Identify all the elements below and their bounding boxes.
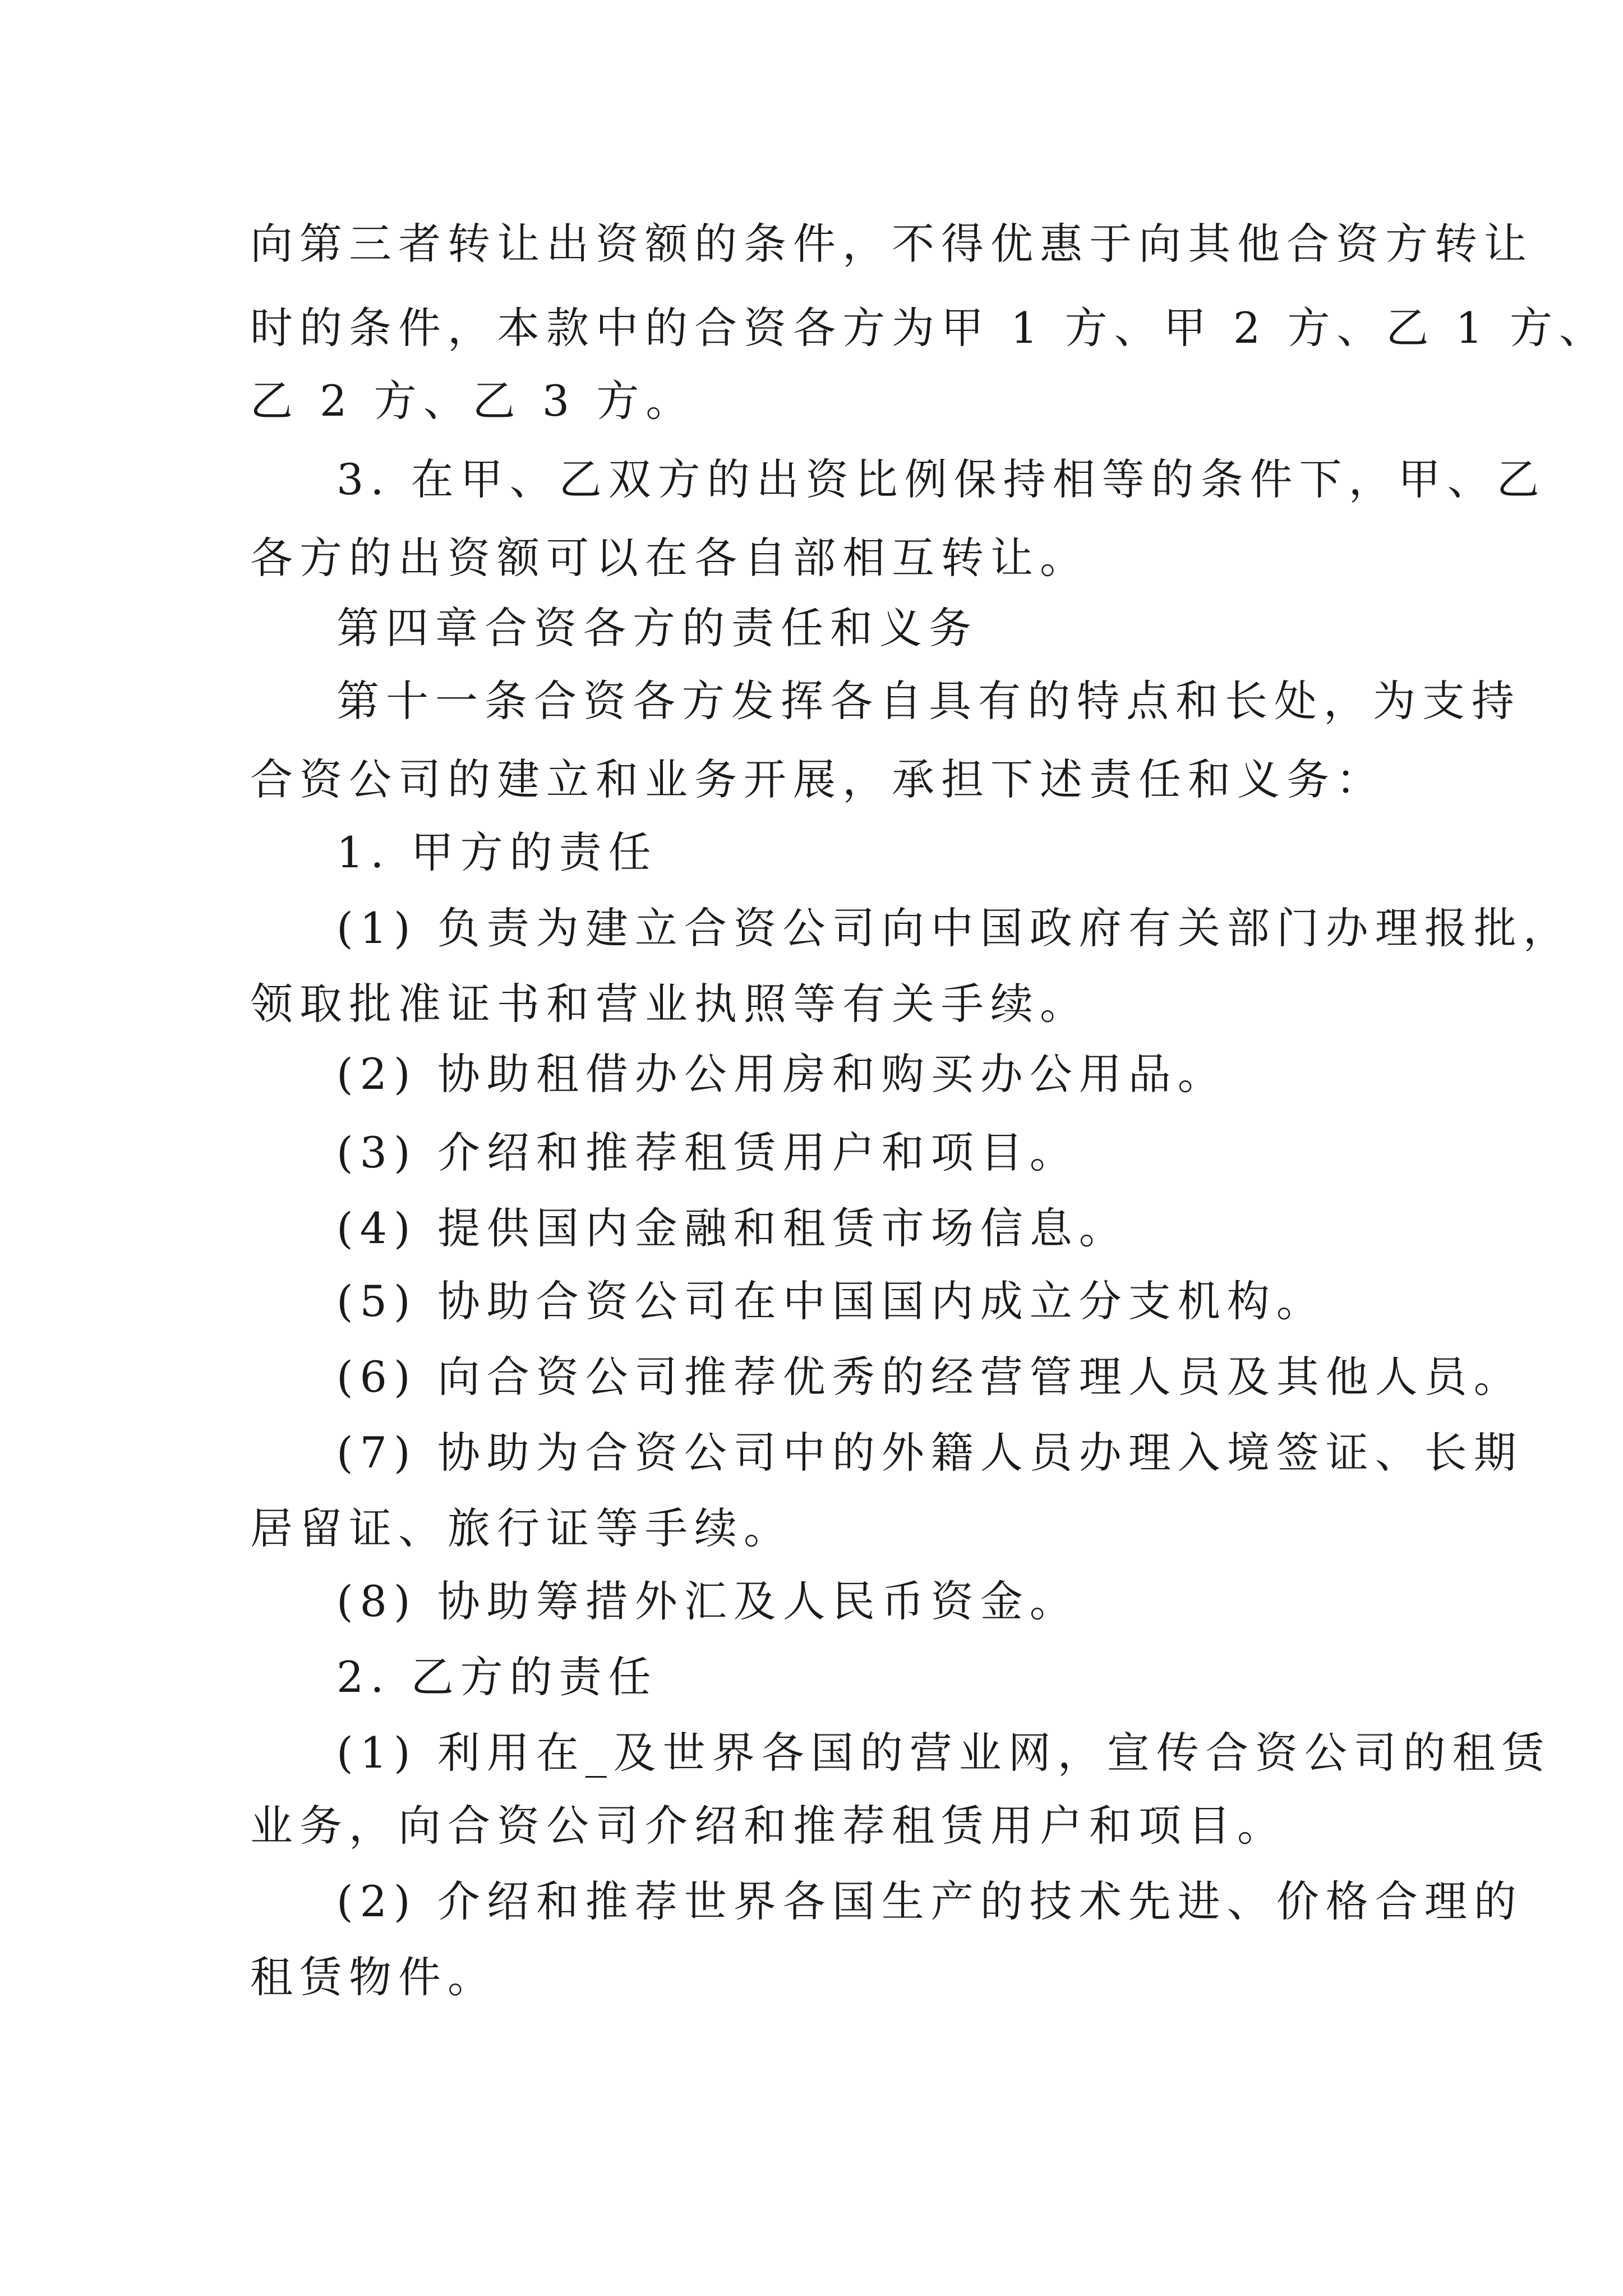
text-line: 各方的出资额可以在各自部相互转让。 [250, 533, 1089, 583]
text-line: (1) 负责为建立合资公司向中国政府有关部门办理报批， [336, 903, 1573, 953]
text-line: 第十一条合资各方发挥各自具有的特点和长处，为支持 [336, 676, 1521, 726]
text-line: (1) 利用在_及世界各国的营业网，宣传合资公司的租赁 [336, 1728, 1551, 1778]
text-line: 3. 在甲、乙双方的出资比例保持相等的条件下，甲、乙 [336, 454, 1546, 504]
section-heading: 第四章合资各方的责任和义务 [336, 603, 978, 653]
text-line: 时的条件，本款中的合资各方为甲 1 方、甲 2 方、乙 1 方、 [250, 303, 1609, 353]
text-line: (3) 介绍和推荐租赁用户和项目。 [336, 1128, 1079, 1177]
text-line: (4) 提供国内金融和租赁市场信息。 [336, 1203, 1128, 1253]
text-line: 乙 2 方、乙 3 方。 [250, 376, 695, 426]
text-line: (2) 协助租借办公用房和购买办公用品。 [336, 1049, 1227, 1099]
text-line: 领取批准证书和营业执照等有关手续。 [250, 979, 1089, 1029]
text-line: (7) 协助为合资公司中的外籍人员办理入境签证、长期 [336, 1428, 1523, 1478]
text-line: 向第三者转让出资额的条件，不得优惠于向其他合资方转让 [250, 219, 1533, 269]
text-line: 租赁物件。 [250, 1952, 497, 2002]
text-line: (2) 介绍和推荐世界各国生产的技术先进、价格合理的 [336, 1876, 1523, 1926]
subsection-heading: 1. 甲方的责任 [336, 827, 658, 877]
text-line: (8) 协助筹措外汇及人民币资金。 [336, 1576, 1079, 1626]
subsection-heading: 2. 乙方的责任 [336, 1652, 658, 1702]
text-line: 业务，向合资公司介绍和推荐租赁用户和项目。 [250, 1801, 1287, 1851]
text-line: 合资公司的建立和业务开展，承担下述责任和义务： [250, 754, 1385, 804]
text-line: (5) 协助合资公司在中国国内成立分支机构。 [336, 1276, 1326, 1326]
text-line: 居留证、旅行证等手续。 [250, 1503, 793, 1553]
text-line: (6) 向合资公司推荐优秀的经营管理人员及其他人员。 [336, 1352, 1523, 1402]
